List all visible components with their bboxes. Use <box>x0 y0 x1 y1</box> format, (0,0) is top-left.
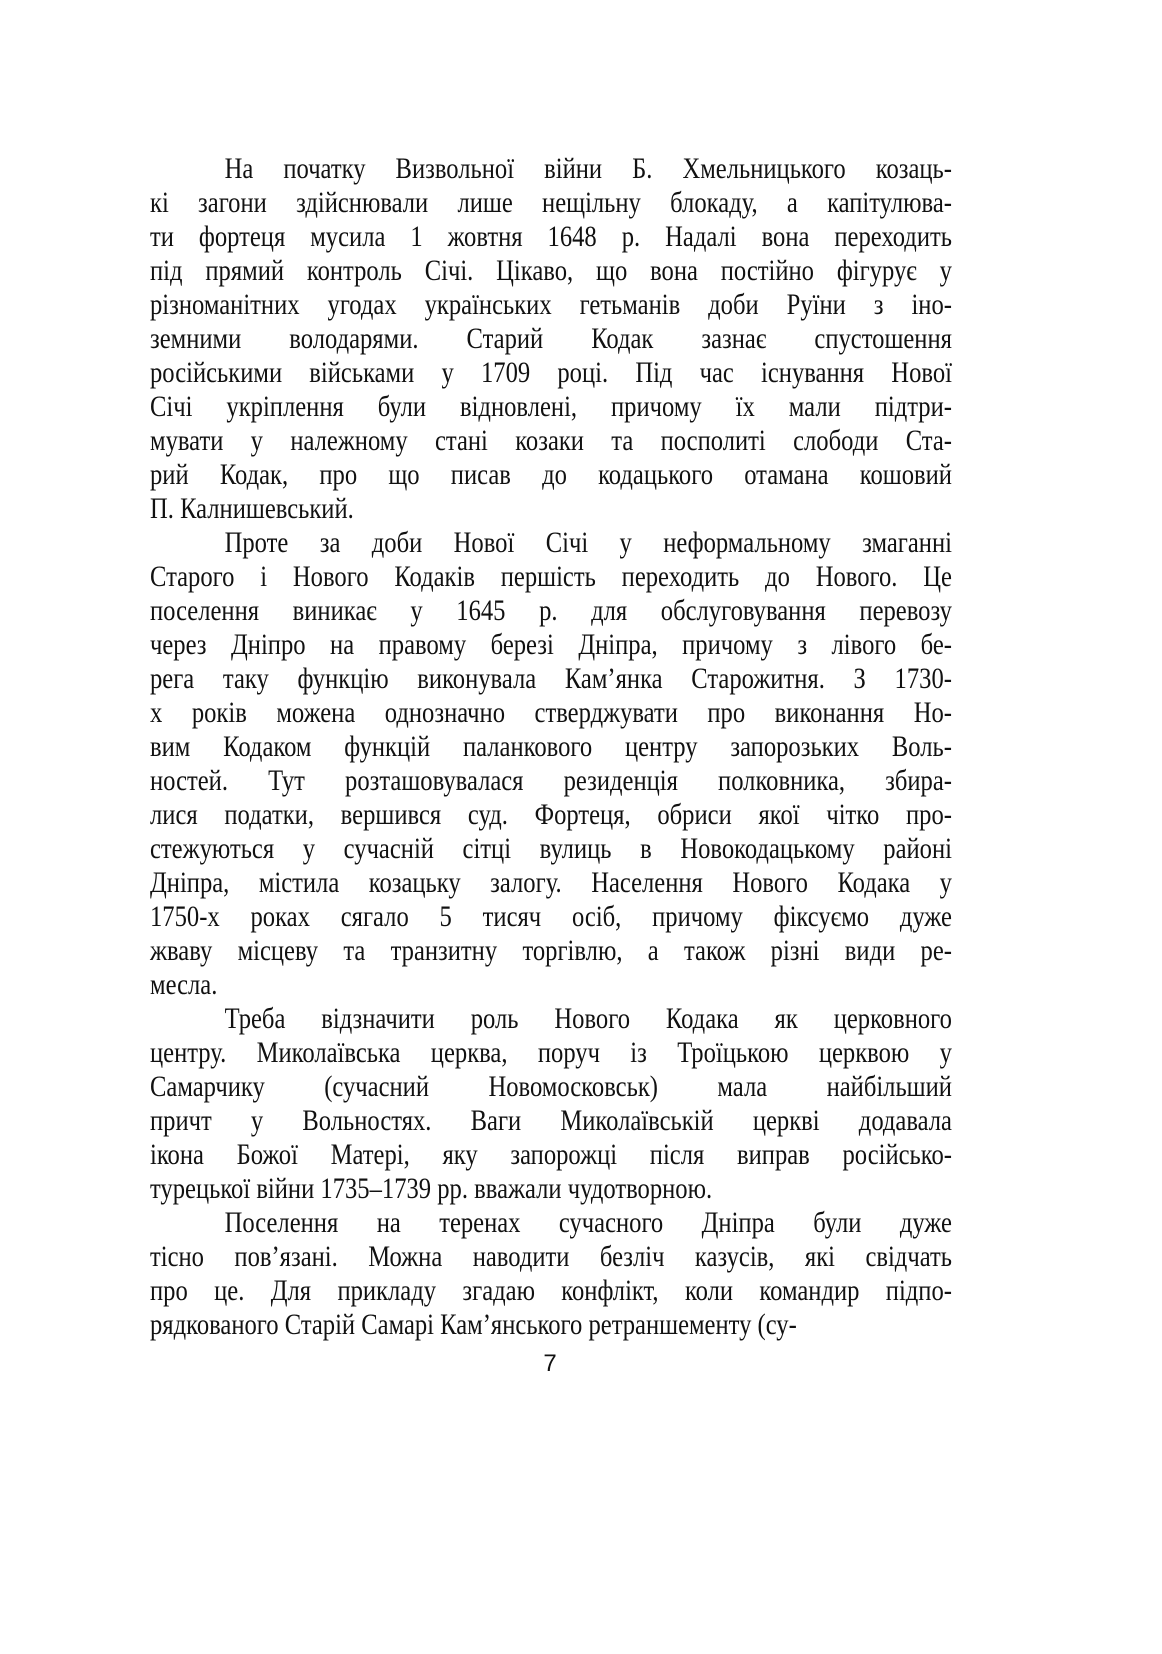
text-line: Поселення на теренах сучасного Дніпра були дуже <box>224 1206 952 1239</box>
text-line: ікона Божої Матері, яку запорожці після виправ російсько- <box>150 1138 952 1171</box>
text-line: месла. <box>150 968 218 1001</box>
text-line: через Дніпро на правому березі Дніпра, причому з лівого бе- <box>150 628 952 661</box>
paragraph <box>150 1002 952 1206</box>
text-line: рий Кодак, про що писав до кодацького отамана кошовий <box>150 458 952 491</box>
text-line: турецької війни 1735–1739 рр. вважали чудотворною. <box>150 1172 713 1205</box>
text-line: рега таку функцію виконувала Кам’янка Старожитня. З 1730- <box>150 662 952 695</box>
text-line: лися податки, вершився суд. Фортеця, обриси якої чітко про- <box>150 798 952 831</box>
text-line: російськими військами у 1709 році. Під час існування Нової <box>150 356 952 389</box>
text-line: Старого і Нового Кодаків першість переходить до Нового. Це <box>150 560 952 593</box>
text-line: П. Калнишевський. <box>150 492 354 525</box>
text-line: тісно пов’язані. Можна наводити безліч казусів, які свідчать <box>150 1240 952 1273</box>
text-line: різноманітних угодах українських гетьманів доби Руїни з іно- <box>150 288 952 321</box>
text-line: поселення виникає у 1645 р. для обслуговування перевозу <box>150 594 952 627</box>
paragraph <box>150 152 952 526</box>
body-text <box>150 152 952 1342</box>
text-line: Самарчику (сучасний Новомосковськ) мала найбільший <box>150 1070 952 1103</box>
text-line: ти фортеця мусила 1 жовтня 1648 р. Надалі вона переходить <box>150 220 952 253</box>
text-line: х років можена однозначно стверджувати про виконання Но- <box>150 696 952 729</box>
page-number: 7 <box>543 1350 557 1377</box>
text-line: ностей. Тут розташовувалася резиденція полковника, збира- <box>150 764 952 797</box>
text-line: центру. Миколаївська церква, поруч із Троїцькою церквою у <box>150 1036 952 1069</box>
text-line: під прямий контроль Січі. Цікаво, що вона постійно фігурує у <box>150 254 952 287</box>
text-line: вим Кодаком функцій паланкового центру запорозьких Воль- <box>150 730 952 763</box>
text-line: рядкованого Старій Самарі Кам’янського ретраншементу (су- <box>150 1308 797 1341</box>
text-line: мувати у належному стані козаки та посполиті слободи Ста- <box>150 424 952 457</box>
text-line: Дніпра, містила козацьку залогу. Населення Нового Кодака у <box>150 866 952 899</box>
text-line: про це. Для прикладу згадаю конфлікт, коли командир підпо- <box>150 1274 952 1307</box>
text-line: Треба відзначити роль Нового Кодака як церковного <box>224 1002 952 1035</box>
text-line: Проте за доби Нової Січі у неформальному змаганні <box>224 526 952 559</box>
text-line: кі загони здійснювали лише нещільну блокаду, а капітулюва- <box>150 186 952 219</box>
text-line: 1750-х роках сягало 5 тисяч осіб, причому фіксуємо дуже <box>150 900 952 933</box>
paragraph <box>150 526 952 1002</box>
paragraph <box>150 1206 952 1342</box>
text-line: На початку Визвольної війни Б. Хмельницького козаць- <box>224 152 952 185</box>
text-line: стежуються у сучасній сітці вулиць в Новокодацькому районі <box>150 832 952 865</box>
text-line: земними володарями. Старий Кодак зазнає спустошення <box>150 322 952 355</box>
text-line: причт у Вольностях. Ваги Миколаївській церкві додавала <box>150 1104 952 1137</box>
text-line: жваву місцеву та транзитну торгівлю, а також різні види ре- <box>150 934 952 967</box>
text-line: Січі укріплення були відновлені, причому їх мали підтри- <box>150 390 952 423</box>
